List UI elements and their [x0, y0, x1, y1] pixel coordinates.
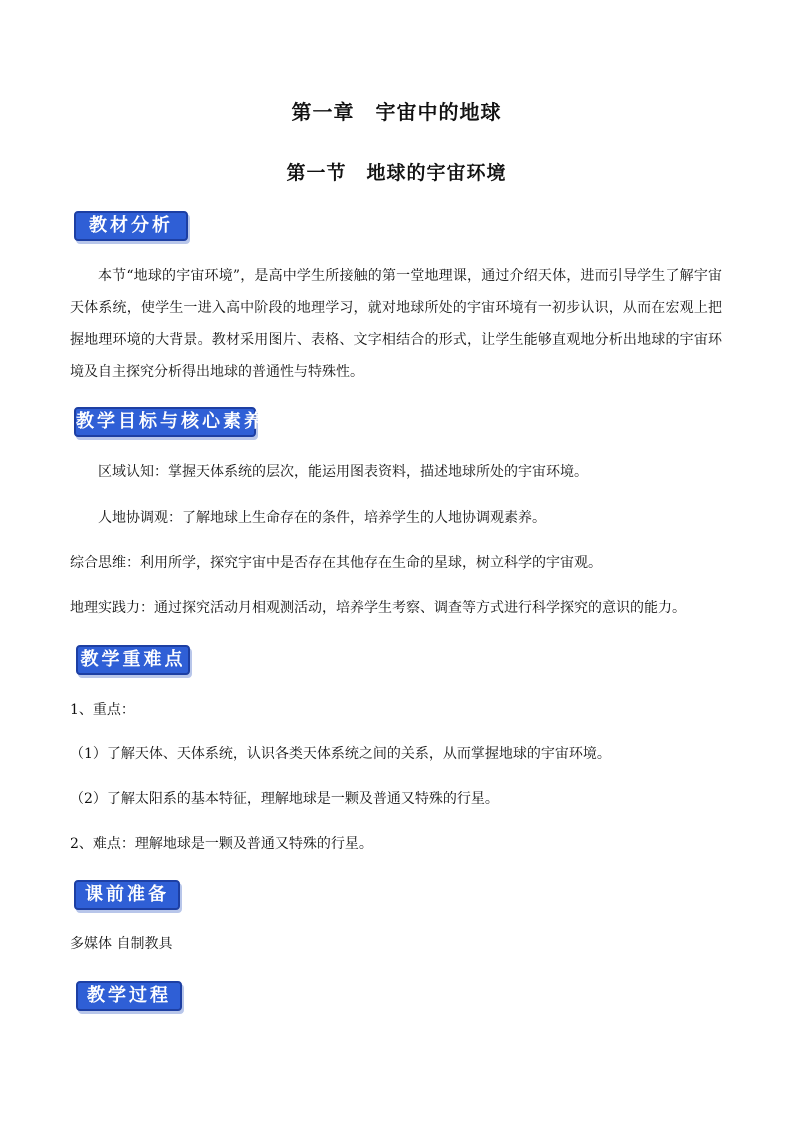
heading-material-analysis: 教材分析: [74, 211, 188, 241]
heading-key-points: 教学重难点: [76, 645, 190, 675]
objective-item-harmony: 人地协调观：了解地球上生命存在的条件，培养学生的人地协调观素养。: [98, 510, 546, 526]
key-point-item-2: （2）了解太阳系的基本特征，理解地球是一颗及普通又特殊的行星。: [70, 791, 499, 807]
objective-item-region: 区域认知：掌握天体系统的层次，能运用图表资料，描述地球所处的宇宙环境。: [98, 464, 588, 480]
heading-objectives: 教学目标与核心素养: [74, 407, 256, 437]
section-title: 第一节 地球的宇宙环境: [286, 162, 507, 184]
chapter-title: 第一章 宇宙中的地球: [291, 100, 502, 124]
difficult-point: 2、难点：理解地球是一颗及普通又特殊的行星。: [70, 836, 373, 852]
heading-process: 教学过程: [76, 981, 182, 1011]
material-analysis-paragraph: 本节“地球的宇宙环境”，是高中学生所接触的第一堂地理课，通过介绍天体，进而引导学生了解宇宙天体系统，使学生一进入高中阶段的地理学习，就对地球所处的宇宙环境有一初步认识，从而在宏观上把握地理环境的大背景。教材采用图片、表格、文字相结合的形式，让学生能够直观地分析出地球的宇宙环境及自主探究分析得出地球的普通性与特殊性。: [70, 268, 722, 380]
key-point-item-1: （1）了解天体、天体系统，认识各类天体系统之间的关系，从而掌握地球的宇宙环境。: [70, 746, 611, 762]
heading-preparation: 课前准备: [74, 880, 180, 910]
objective-item-practice: 地理实践力：通过探究活动月相观测活动，培养学生考察、调查等方式进行科学探究的意识的能力。: [70, 600, 686, 616]
objective-item-thinking: 综合思维：利用所学，探究宇宙中是否存在其他存在生命的星球，树立科学的宇宙观。: [70, 555, 602, 571]
key-point-label: 1、重点：: [70, 702, 135, 718]
preparation-text: 多媒体 自制教具: [70, 936, 173, 952]
